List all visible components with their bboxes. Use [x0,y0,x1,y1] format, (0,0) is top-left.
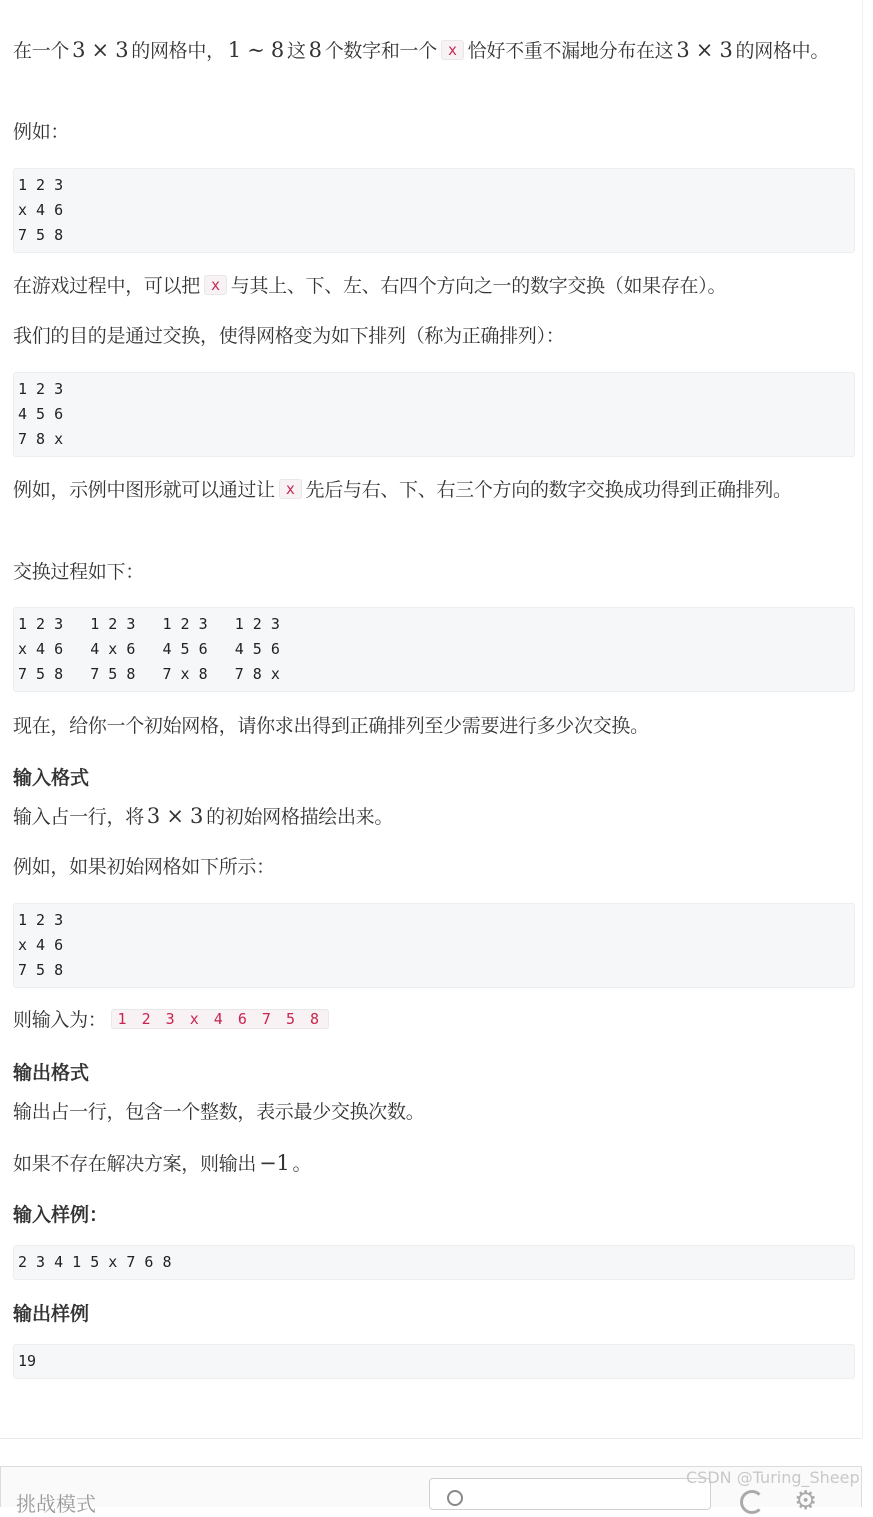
math-minus-1: −1 [259,1151,290,1175]
no-solution-text-1: 如果不存在解决方案，则输出 [13,1153,257,1175]
task-paragraph: 现在，给你一个初始网格，请你求出得到正确排列至少需要进行多少次交换。 [13,715,649,737]
inline-code-input-line: 1 2 3 x 4 6 7 5 8 [111,1009,330,1029]
math-3x3: 3 × 3 [146,804,204,828]
code-block-sample-input: 2 3 4 1 5 x 7 6 8 [13,1245,855,1280]
intro-text-6: 的网格中。 [735,40,830,62]
intro-text-2: 的网格中， [131,40,225,62]
language-select[interactable] [429,1478,711,1510]
no-solution-text-2: 。 [292,1153,312,1175]
input-example-label: 例如，如果初始网格如下所示： [13,856,275,878]
then-input-label: 则输入为： [13,1009,107,1031]
csdn-watermark: CSDN @Turing_Sheep [686,1468,860,1487]
no-solution-paragraph [13,1147,311,1180]
inline-code-x: x [441,40,464,60]
search-icon [447,1490,463,1506]
code-block-grid-example: 1 2 3 x 4 6 7 5 8 [13,168,855,253]
math-3x3: 3 × 3 [72,38,129,62]
section-divider [0,1438,862,1439]
then-input-paragraph [13,1004,333,1037]
math-1-to-8: 1 ∼ 8 [227,38,284,62]
example2-paragraph [13,474,833,507]
input-format-heading: 输入格式 [13,767,90,789]
example2-text-1: 例如，示例中图形就可以通过让 [13,479,275,501]
code-block-sample-output: 19 [13,1344,855,1379]
intro-text-5: 恰好不重不漏地分布在这 [467,40,674,62]
code-block-input-grid: 1 2 3 x 4 6 7 5 8 [13,903,855,988]
gear-icon[interactable]: ⚙ [794,1486,818,1516]
intro-text-3: 这 [286,40,306,62]
swap-rule-paragraph [13,270,726,303]
sample-output-heading: 输出样例 [13,1303,90,1325]
math-8: 8 [308,38,322,62]
input-format-text-2: 的初始网格描绘出来。 [206,806,394,828]
intro-paragraph [13,34,853,68]
process-label: 交换过程如下： [13,561,144,583]
code-block-swap-process: 1 2 3 1 2 3 1 2 3 1 2 3 x 4 6 4 x 6 4 5 6 4 5 6 7 5 8 7 5 8 7 x 8 7 8 x [13,607,855,692]
example2-text-2: 先后与右、下、右三个方向的数字交换成功得到正确排列。 [305,479,792,501]
code-block-target-grid: 1 2 3 4 5 6 7 8 x [13,372,855,457]
inline-code-x: x [279,479,302,499]
content-right-border [862,0,863,1438]
goal-paragraph: 我们的目的是通过交换，使得网格变为如下排列（称为正确排列）： [13,325,565,347]
math-3x3: 3 × 3 [676,38,733,62]
swap-rule-text-1: 在游戏过程中，可以把 [13,275,201,297]
sample-input-heading: 输入样例： [13,1204,109,1226]
inline-code-x: x [204,275,227,295]
input-format-paragraph [13,800,393,833]
swap-rule-text-2: 与其上、下、左、右四个方向之一的数字交换（如果存在）。 [230,275,727,297]
output-format-heading: 输出格式 [13,1062,90,1084]
input-format-text-1: 输入占一行，将 [13,806,144,828]
reload-icon[interactable] [740,1490,764,1514]
output-format-paragraph: 输出占一行，包含一个整数，表示最少交换次数。 [13,1101,425,1123]
intro-text-4: 个数字和一个 [324,40,437,62]
intro-text-1: 在一个 [13,40,70,62]
example-label: 例如： [13,121,70,143]
challenge-mode-toggle[interactable]: 挑战模式 [16,1492,96,1516]
